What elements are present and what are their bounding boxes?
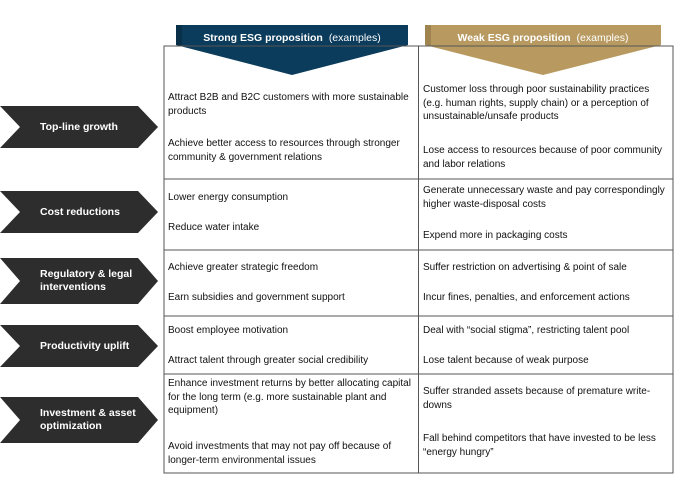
cell-text: Incur fines, penalties, and enforcement actions xyxy=(423,292,630,303)
cell-text: Earn subsidies and government support xyxy=(168,292,345,303)
weak-esg-note: (examples) xyxy=(576,32,629,44)
cell-text: Lower energy consumption xyxy=(168,192,289,203)
weak-esg-title: Weak ESG proposition xyxy=(457,32,571,44)
cell-text: Avoid investments that may not pay off because of longer-term environmental issues xyxy=(168,441,392,466)
cell-weak-cost xyxy=(419,179,673,250)
cell-text: Achieve better access to resources through stronger community & government relations xyxy=(168,138,400,163)
cell-weak-top-line xyxy=(419,46,673,179)
row-label-investment-asset xyxy=(0,397,158,443)
cell-text: Fall behind competitors that have invested to be less “energy hungry” xyxy=(423,433,656,458)
cell-text: Generate unnecessary waste and pay correspondingly higher waste-disposal costs xyxy=(423,185,665,210)
cell-strong-investment xyxy=(164,374,418,473)
row-label-top-line-growth xyxy=(0,106,158,148)
cell-weak-investment xyxy=(419,374,673,473)
cell-text: Attract talent through greater social credibility xyxy=(168,355,369,366)
cell-weak-regulatory xyxy=(419,250,673,316)
cell-text: Expend more in packaging costs xyxy=(423,230,568,241)
cell-text: Suffer stranded assets because of premature write-downs xyxy=(423,386,651,411)
cell-text: Deal with “social stigma”, restricting talent pool xyxy=(423,325,630,336)
row-label-text: Investment & asset optimization xyxy=(40,407,136,432)
cell-text: Suffer restriction on advertising & point of sale xyxy=(423,262,627,273)
cell-text: Lose talent because of weak purpose xyxy=(423,355,589,366)
row-label-text: Top-line growth xyxy=(40,120,118,133)
cell-text: Enhance investment returns by better allocating capital for the long term (e.g. more sustainable plant and equipment) xyxy=(168,378,411,416)
cell-strong-regulatory xyxy=(164,250,418,316)
row-label-text: Cost reductions xyxy=(40,205,120,218)
row-label-text: Regulatory & legal interventions xyxy=(40,268,133,293)
cell-strong-productivity xyxy=(164,316,418,374)
cell-text: Customer loss through poor sustainability practices (e.g. human rights, supply chain) or a perception of unsustainable/unsafe products xyxy=(423,84,650,122)
cell-strong-cost xyxy=(164,179,418,250)
cell-strong-top-line xyxy=(164,46,418,179)
cell-text: Lose access to resources because of poor community and labor relations xyxy=(423,145,663,170)
cell-text: Attract B2B and B2C customers with more sustainable products xyxy=(168,92,409,117)
cell-text: Achieve greater strategic freedom xyxy=(168,262,319,273)
row-label-text: Productivity uplift xyxy=(40,339,130,352)
strong-esg-title: Strong ESG proposition xyxy=(203,32,323,44)
cell-text: Reduce water intake xyxy=(168,222,260,233)
row-label-cost-reductions xyxy=(0,191,158,233)
row-label-productivity-uplift xyxy=(0,325,158,367)
cell-weak-productivity xyxy=(419,316,673,374)
cell-text: Boost employee motivation xyxy=(168,325,289,336)
row-label-regulatory-legal xyxy=(0,258,158,304)
strong-esg-note: (examples) xyxy=(328,32,381,44)
